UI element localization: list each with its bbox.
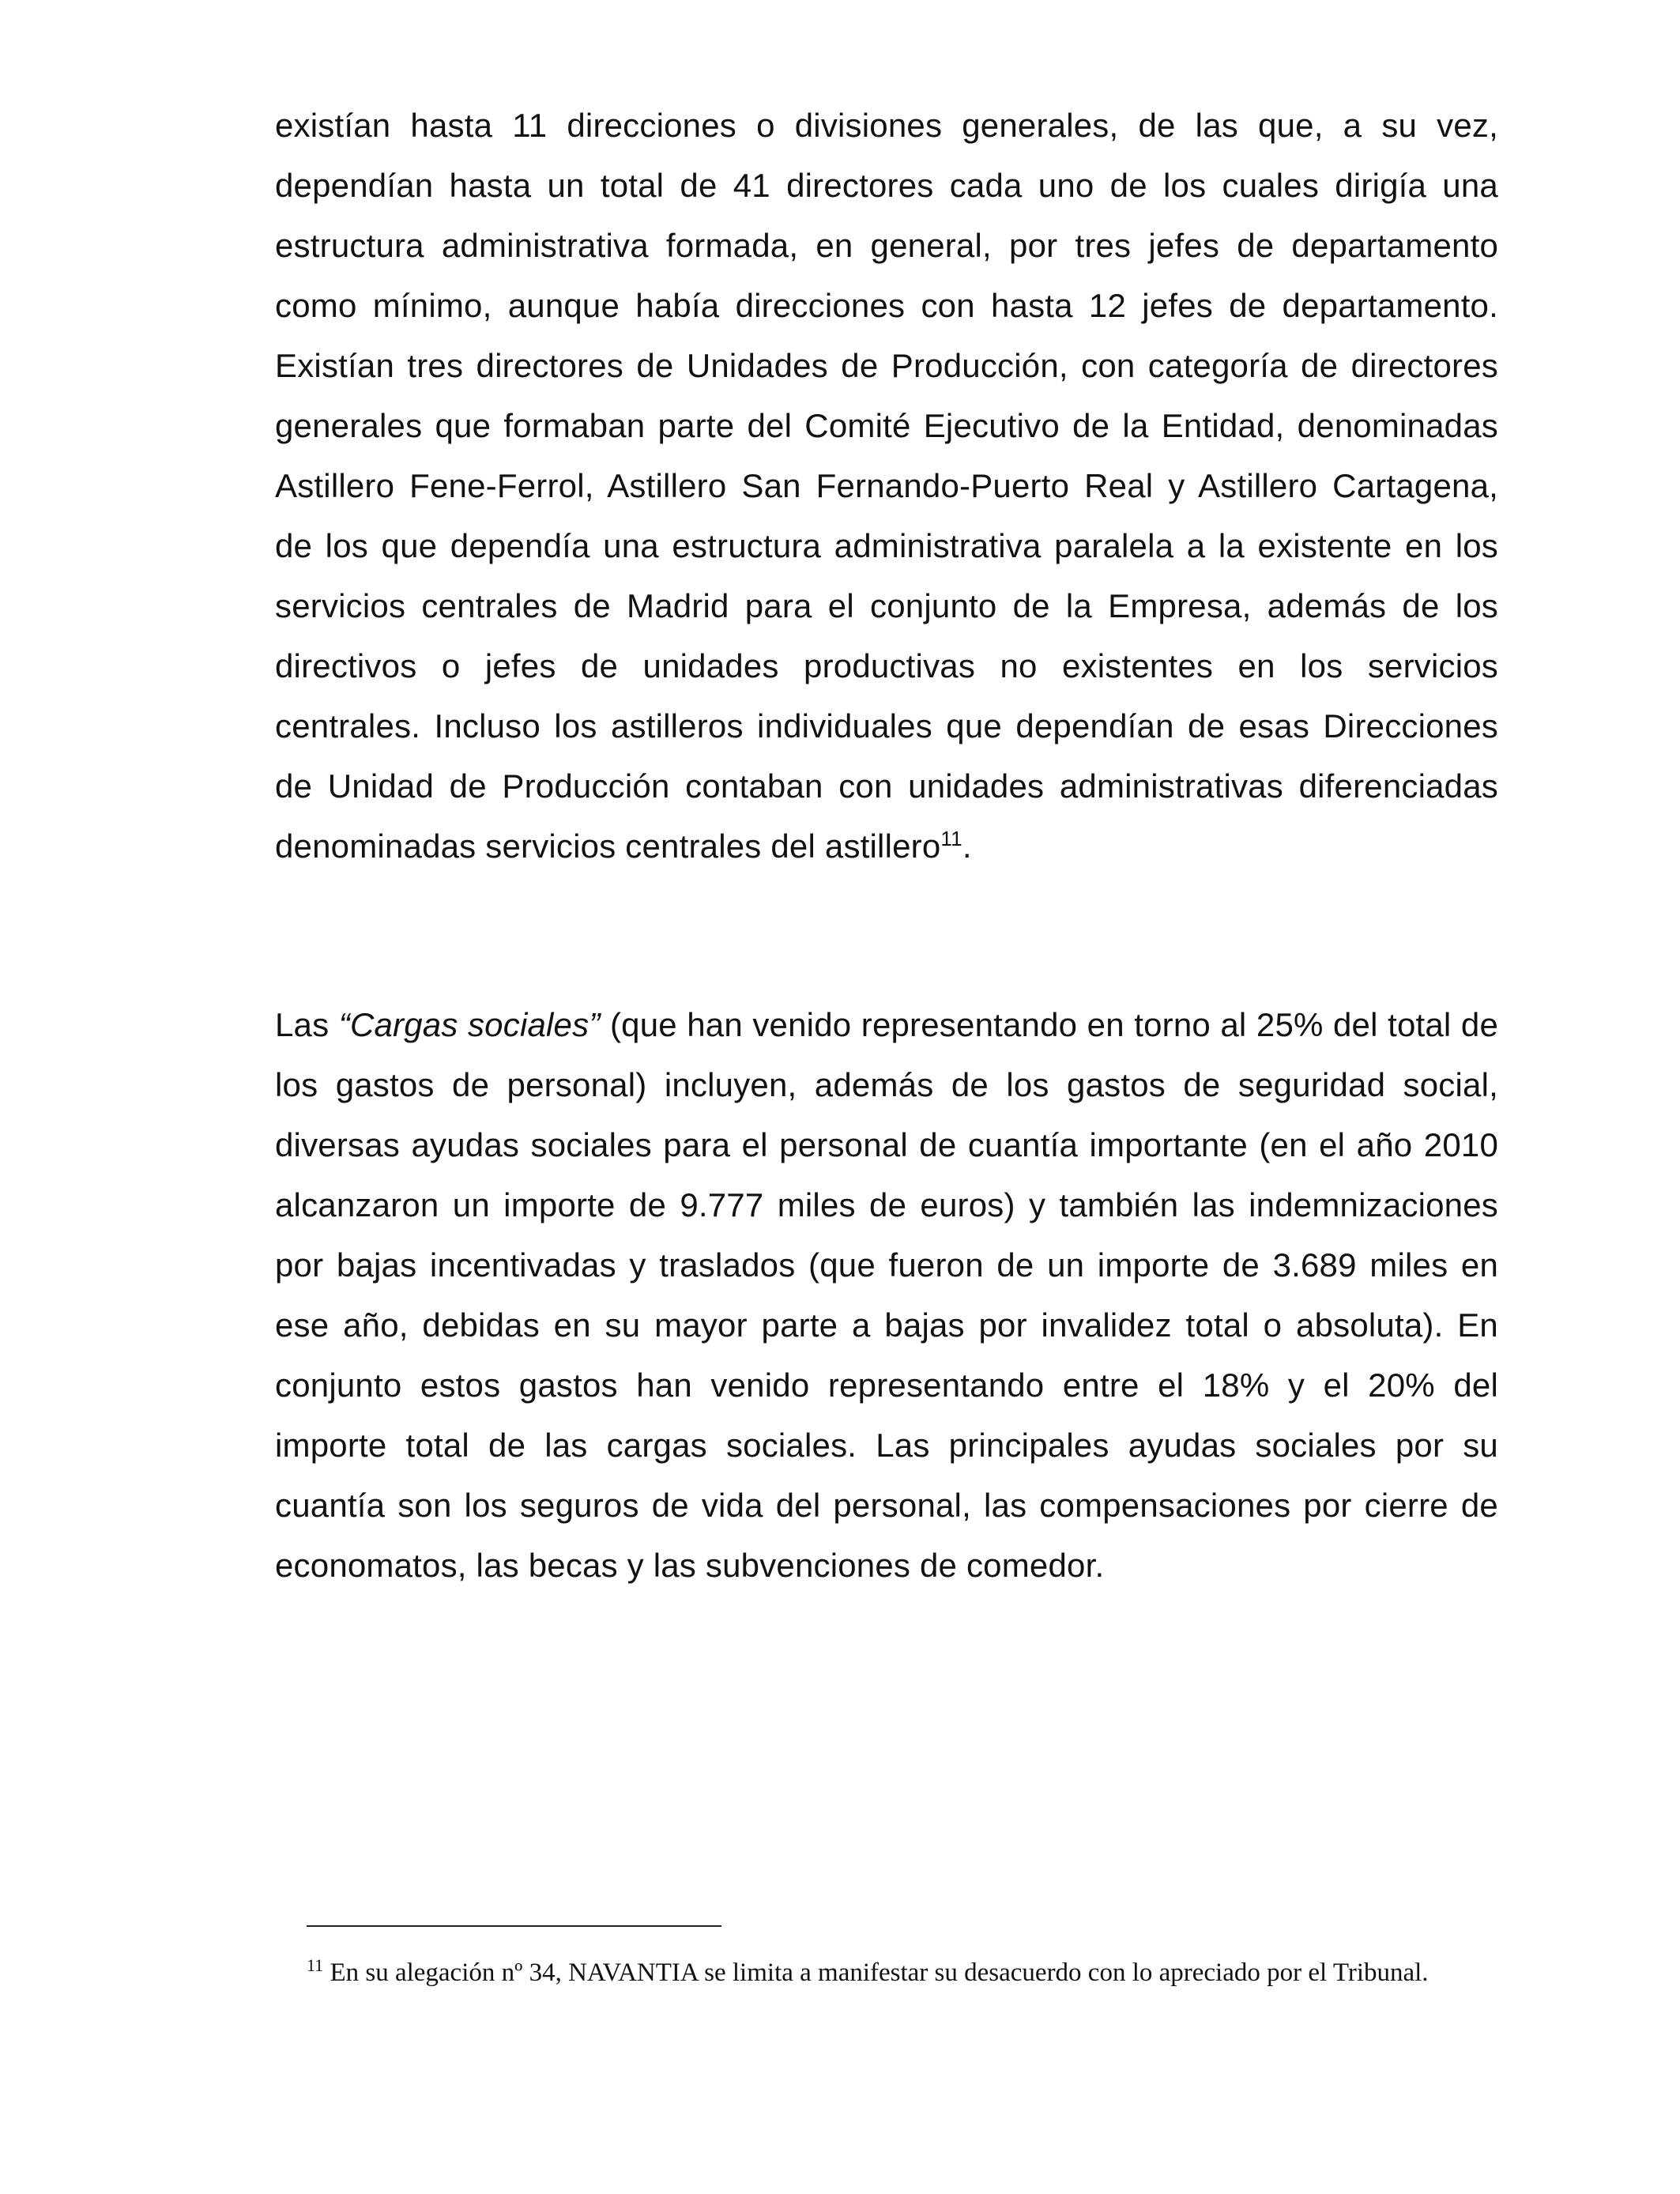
footnote-number: 11 <box>307 1955 324 1975</box>
paragraph-2-lead: Las <box>275 1006 339 1043</box>
footnote-reference[interactable]: 11 <box>940 827 962 850</box>
paragraph-2-text: (que han venido representando en torno al 25% del total de los gastos de personal) incluyen, además de los gastos de seguridad social, diversas ayudas sociales para el personal de cuantía importante (en el año 2010 alcanzaron un importe de 9.777 miles de euros) y también las indemnizaciones por bajas incentivadas y traslados (que fueron de un importe de 3.689 miles en ese año, debidas en su mayor parte a bajas por invalidez total o absoluta). En conjunto estos gastos han venido representando entre el 18% y el 20% del importe total de las cargas sociales. Las principales ayudas sociales por su cuantía son los seguros de vida del personal, las compensaciones por cierre de economatos, las becas y las subvenciones de comedor. <box>275 1006 1499 1584</box>
body-paragraph-1 <box>275 96 1498 876</box>
paragraph-1-text: existían hasta 11 direcciones o divisiones generales, de las que, a su vez, dependían hasta un total de 41 directores cada uno de los cuales dirigía una estructura administrativa formada, en general, por tres jefes de departamento como mínimo, aunque había direcciones con hasta 12 jefes de departamento. Existían tres directores de Unidades de Producción, con categoría de directores generales que formaban parte del Comité Ejecutivo de la Entidad, denominadas Astillero Fene-Ferrol, Astillero San Fernando-Puerto Real y Astillero Cartagena, de los que dependía una estructura administrativa paralela a la existente en los servicios centrales de Madrid para el conjunto de la Empresa, además de los directivos o jefes de unidades productivas no existentes en los servicios centrales. Incluso los astilleros individuales que dependían de esas Direcciones de Unidad de Producción contaban con unidades administrativas diferenciadas denominadas servicios centrales del astillero <box>275 107 1498 865</box>
paragraph-1-end: . <box>962 827 972 865</box>
footnote <box>307 1956 1533 1989</box>
body-paragraph-2 <box>275 995 1498 1596</box>
footnote-separator <box>307 1925 721 1927</box>
footnote-text: En su alegación nº 34, NAVANTIA se limita a manifestar su desacuerdo con lo apreciado por el Tribunal. <box>323 1958 1429 1987</box>
paragraph-2-italic-term: “Cargas sociales” <box>338 1006 601 1043</box>
